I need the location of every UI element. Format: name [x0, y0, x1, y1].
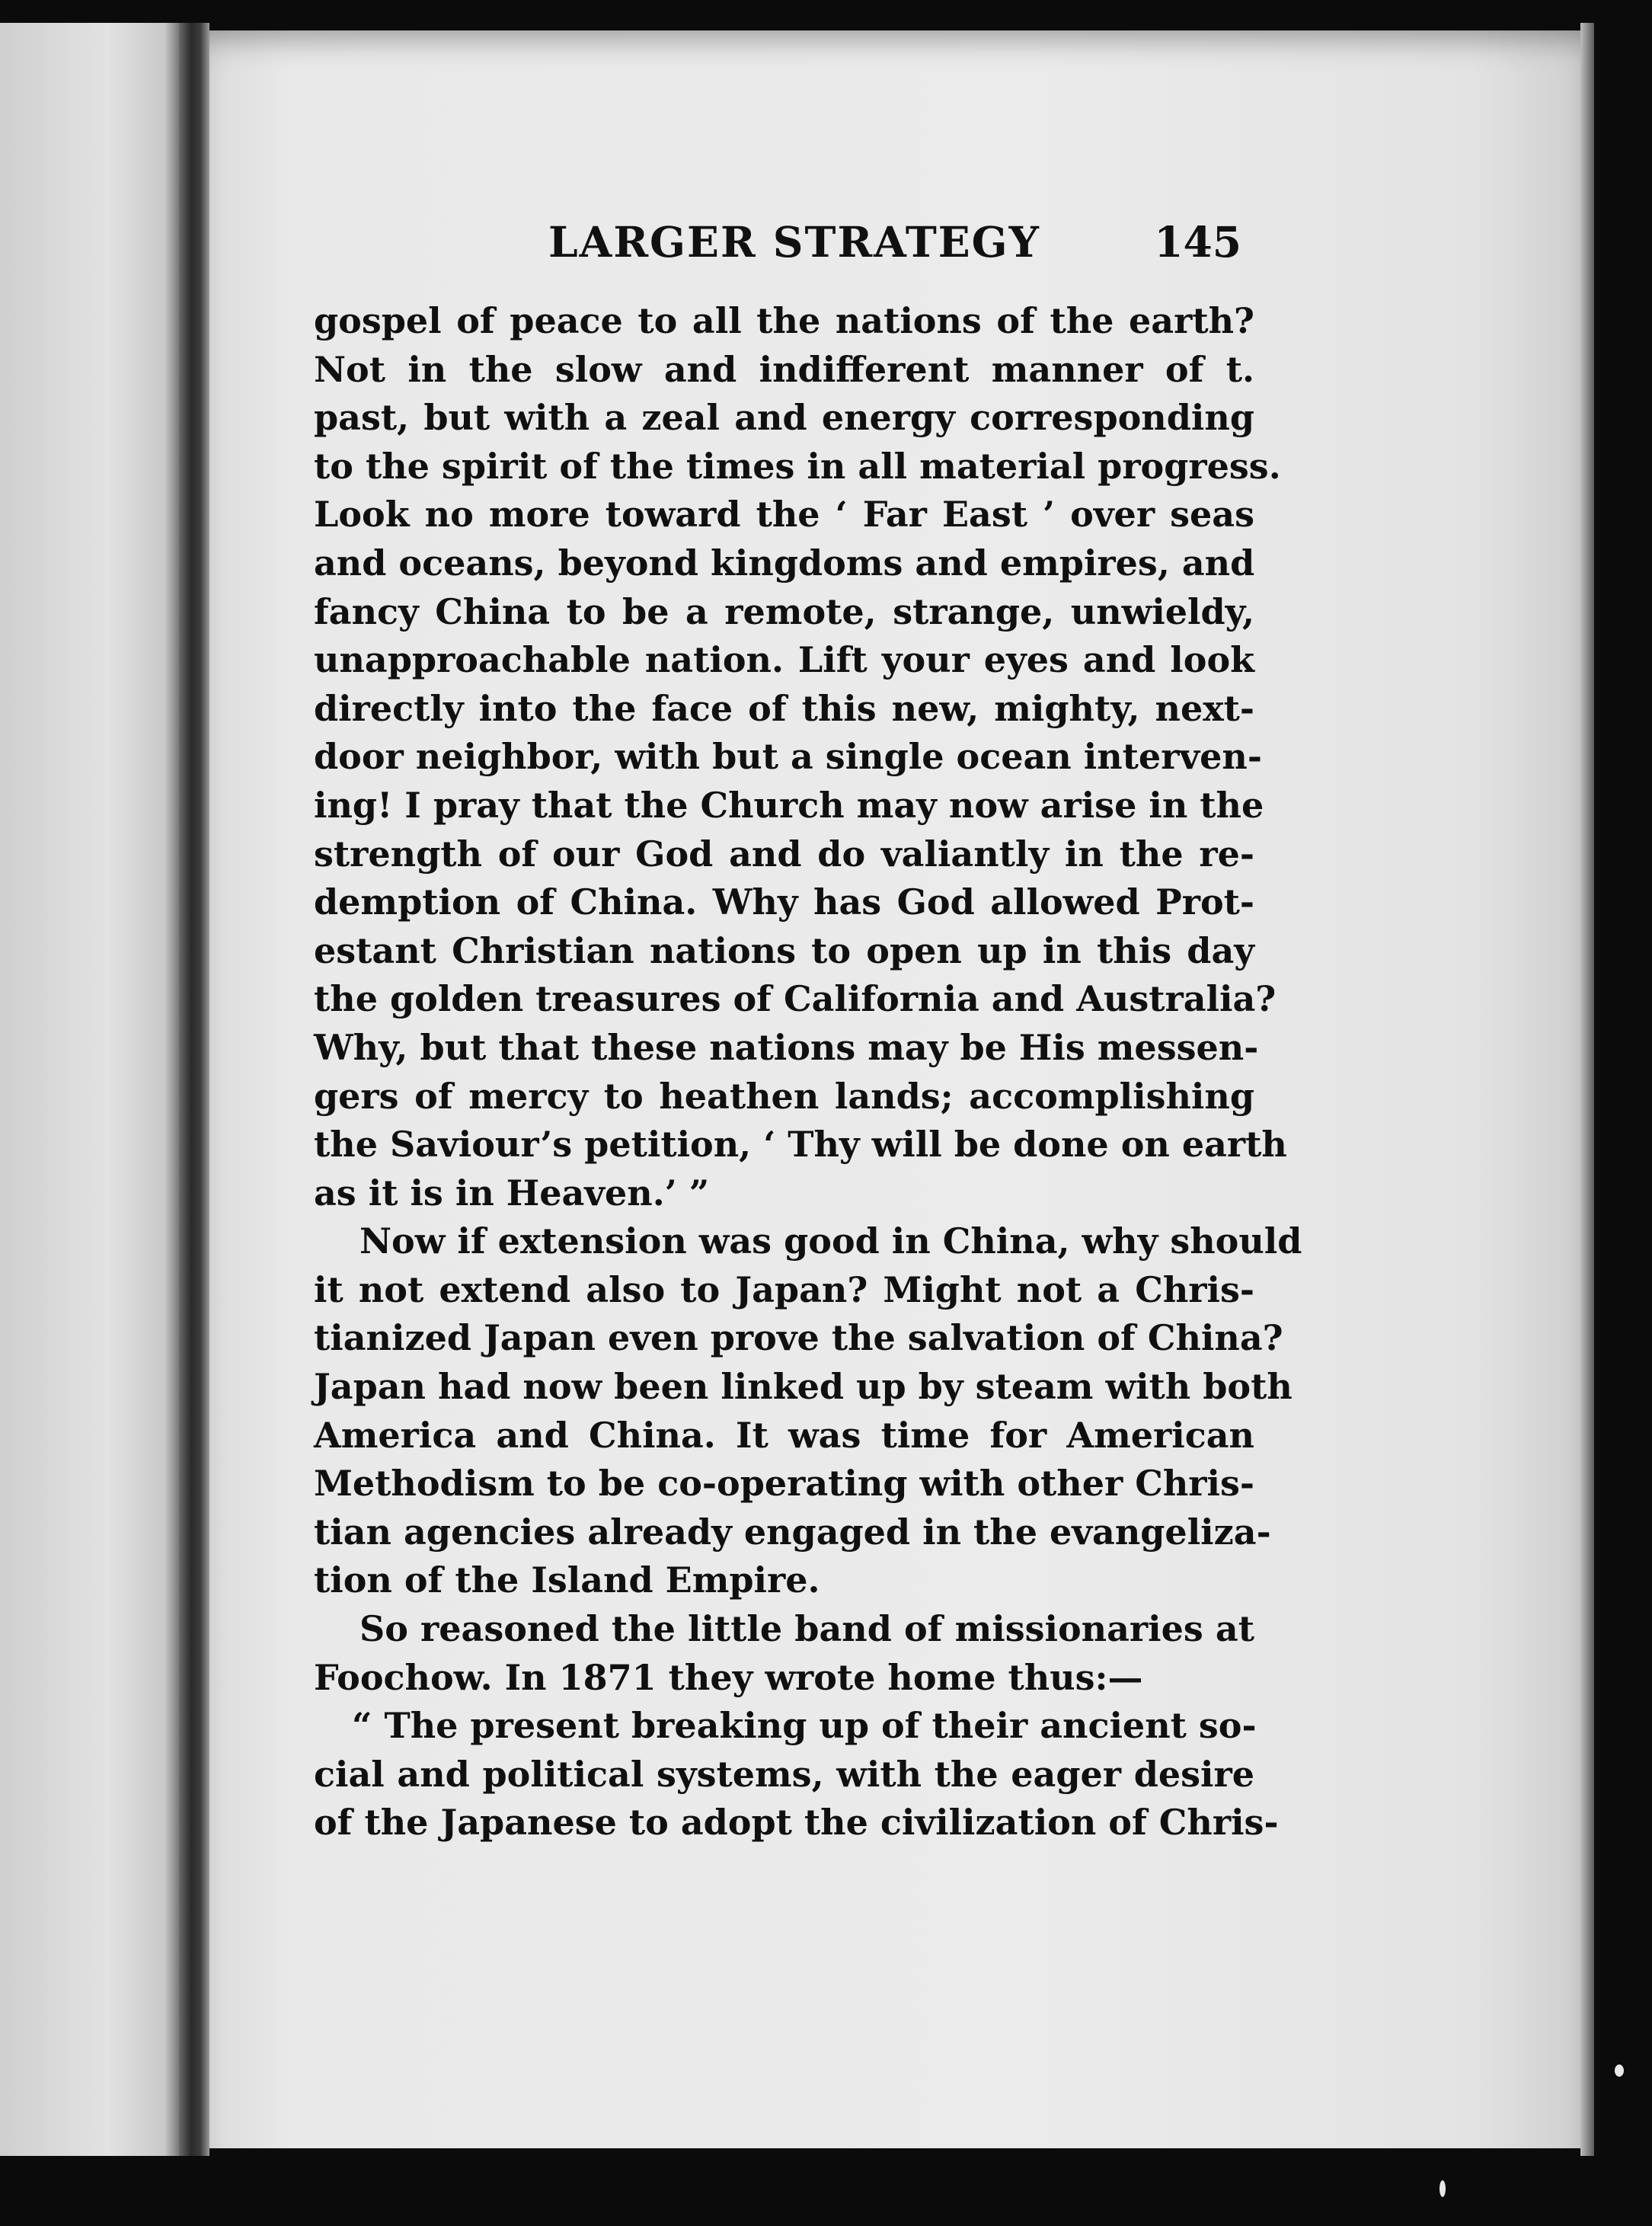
text-line: tianized Japan even prove the salvation of China? — [314, 1317, 1283, 1359]
page-number: 145 — [1154, 217, 1241, 267]
text-line: strength of our God and do valiantly in the re- — [314, 833, 1254, 875]
scan-speck — [1440, 2180, 1446, 2197]
text-line: So reasoned the little band of missionaries at — [359, 1608, 1254, 1650]
text-line: estant Christian nations to open up in this day — [314, 929, 1254, 971]
text-line: Methodism to be co-operating with other Chris- — [314, 1463, 1254, 1505]
text-line: America and China. It was time for American — [314, 1414, 1254, 1456]
text-line: the Saviour’s petition, ‘ Thy will be done on earth — [314, 1124, 1287, 1166]
text-line: tian agencies already engaged in the evangeliza- — [314, 1511, 1271, 1553]
text-line: Foochow. In 1871 they wrote home thus:— — [314, 1656, 1143, 1698]
text-line: Now if extension was good in China, why should — [359, 1220, 1302, 1262]
text-line: gospel of peace to all the nations of the earth? — [314, 300, 1254, 341]
text-line: and oceans, beyond kingdoms and empires, and — [314, 542, 1255, 584]
text-line: Look no more toward the ‘ Far East ’ over seas — [314, 494, 1254, 536]
text-line: door neighbor, with but a single ocean interven- — [314, 736, 1262, 778]
facing-page-edge — [0, 23, 179, 2156]
text-line: demption of China. Why has God allowed Prot- — [314, 881, 1254, 923]
text-line: past, but with a zeal and energy corresponding — [314, 397, 1254, 439]
text-line: it not extend also to Japan? Might not a Chris- — [314, 1268, 1254, 1310]
text-line: cial and political systems, with the eager desire — [314, 1753, 1254, 1795]
page-right-edge — [1580, 23, 1594, 2156]
text-line: the golden treasures of California and Australia? — [314, 978, 1277, 1020]
text-line: gers of mercy to heathen lands; accomplishing — [314, 1075, 1254, 1117]
text-line: ing! I pray that the Church may now arise in the — [314, 784, 1264, 826]
book-gutter — [179, 23, 209, 2156]
text-line: Why, but that these nations may be His messen- — [314, 1026, 1259, 1068]
text-line: fancy China to be a remote, strange, unwieldy, — [314, 590, 1254, 632]
text-line: tion of the Island Empire. — [314, 1559, 820, 1601]
text-line: as it is in Heaven.’ ” — [314, 1172, 710, 1214]
body-text — [314, 297, 1302, 1847]
text-line: unapproachable nation. Lift your eyes and look — [314, 639, 1254, 681]
text-line: to the spirit of the times in all material progress. — [314, 445, 1281, 487]
text-line: of the Japanese to adopt the civilization of Chris- — [314, 1802, 1279, 1844]
page-header — [335, 217, 1241, 270]
running-head: LARGER STRATEGY — [548, 217, 1040, 267]
text-line: directly into the face of this new, mighty, next- — [314, 687, 1254, 729]
scan-speck — [1615, 2064, 1624, 2077]
text-line: Japan had now been linked up by steam with both — [314, 1366, 1293, 1408]
text-line: Not in the slow and indifferent manner of t. — [314, 348, 1254, 390]
text-line: “ The present breaking up of their ancient so- — [352, 1705, 1257, 1747]
